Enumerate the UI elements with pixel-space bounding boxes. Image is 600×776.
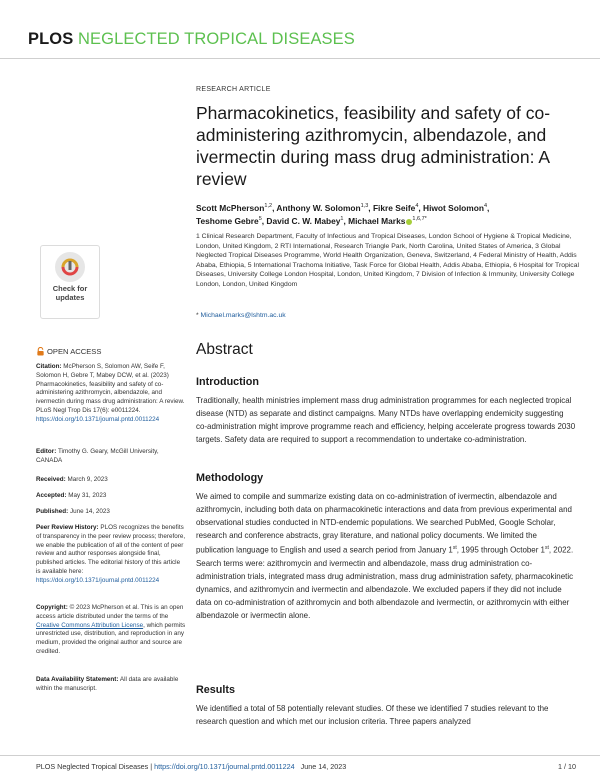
author[interactable]: Anthony W. Solomon (276, 202, 361, 213)
published-line (36, 508, 186, 517)
author-affil-ref: 1,2 (264, 203, 273, 209)
footer-date: June 14, 2023 (300, 762, 347, 771)
author[interactable]: Teshome Gebre (196, 216, 259, 227)
author[interactable]: Scott McPherson (196, 202, 265, 213)
copyright-text-end: , which permits unrestricted use, distribution, and reproduction in any medium, provided the original author and source are credited. (36, 621, 186, 655)
introduction-text: Traditionally, health ministries implement mass drug administration programmes for each neglected tropical disease (NTD) as separate and distinct campaigns. Many NTDs have overlapping endemicity suggesting co-administration might improve programme reach and efficiency, helping accelerate progress towards 2030 targets. Safety data are required to support a recommendation to undertake co-administration. (196, 396, 576, 445)
footer-separator: | (150, 762, 153, 771)
header-divider (0, 58, 600, 59)
article-title: Pharmacokinetics, feasibility and safety of co-administering azithromycin, albendazole, and ivermectin during mass drug administration: A review (196, 103, 551, 189)
badge-line-1: Check for (52, 284, 88, 293)
methodology-part-2: , 1995 through October 1 (456, 545, 545, 555)
editor-text: Timothy G. Geary, McGill University, CANADA (36, 448, 159, 464)
citation-block (36, 363, 186, 425)
page-number: 1 / 10 (558, 762, 576, 771)
methodology-part-3: , 2022. Search terms were: azithromycin and ivermectin and albendazole, mass drug administration co-administration trials, integrated mass drug administration, mass drug administration safety, pharmacokinetic dynamics, and azithromycin and ivermectin and albendazole. We excluded papers if they did not include data on co-administration of azithromycin and both albendazole and ivermectin, or azithromycin with either albendazole or ivermectin alone. (196, 545, 574, 621)
abstract-heading: Abstract (196, 341, 253, 358)
corresponding-email-link[interactable]: Michael.marks@lshtm.ac.uk (200, 312, 286, 319)
cc-license-link[interactable]: Creative Commons Attribution License (36, 621, 144, 629)
author-affil-ref: 5 (258, 216, 262, 223)
check-updates-label (41, 284, 99, 302)
received-line (36, 476, 186, 485)
editor-block (36, 448, 186, 466)
footer-journal: PLOS Neglected Tropical Diseases (36, 762, 149, 771)
open-access-text: OPEN ACCESS (47, 347, 102, 356)
corresponding-star: * (196, 312, 199, 319)
data-availability-block (36, 676, 186, 694)
editor-label: Editor: (36, 448, 57, 455)
accepted-date: May 31, 2023 (68, 492, 107, 499)
copyright-block (36, 604, 186, 657)
article-type: RESEARCH ARTICLE (196, 86, 271, 93)
author-list: Scott McPherson$^{1,2}$, Anthony W. Solomon$^{1,3}$, Fikre Seife$^4$, Hiwot Solomon$^4$, Teshome Gebre$^5$, David C. W. Mabey$^1$, Michael Marks $^{1,6,7*}$ (196, 202, 490, 227)
peer-review-text: PLOS recognizes the benefits of transparency in the peer review process; therefore, we enable the publication of all of the content of peer review and author responses alongside final, published articles. The editorial history of this article is available here: (36, 524, 186, 575)
peer-review-label: Peer Review History: (36, 524, 99, 531)
check-for-updates-badge[interactable] (40, 245, 100, 319)
peer-review-doi-link[interactable]: https://doi.org/10.1371/journal.pntd.0011224 (36, 576, 160, 584)
affiliations: 1 Clinical Research Department, Faculty of Infectious and Tropical Diseases, London School of Hygiene & Tropical Medicine, London, United Kingdom, 2 RTI International, Research Triangle Park, North Carolina, United States of America, 3 Global Neglected Tropical Diseases Programme, World Health Organization, Geneva, Switzerland, 4 Federal Ministry of Health, Addis Ababa, Ethiopia, 5 International Trachoma Initiative, Task Force for Global Health, Addis Ababa, Ethiopia, 6 Hospital for Tropical Diseases, University College London Hospital, London, United Kingdom, 7 Division of Infection & Immunity, University College London, London, United Kingdom (196, 233, 579, 288)
footer-citation (36, 762, 346, 771)
author[interactable]: Michael Marks (348, 216, 406, 227)
journal-name: NEGLECTED TROPICAL DISEASES (78, 30, 355, 48)
open-access-label (36, 347, 101, 356)
citation-text: McPherson S, Solomon AW, Seife F, Solomon H, Gebre T, Mabey DCW, et al. (2023) Pharmacokinetics, feasibility and safety of co-administering azithromycin, albendazole, and ivermectin during mass drug administration: A review. PLoS Negl Trop Dis 17(6): e0011224. (36, 363, 185, 414)
plos-logo-text: PLOS (28, 30, 74, 48)
ordinal-sup: st (544, 545, 549, 552)
published-label: Published: (36, 508, 69, 515)
results-heading: Results (196, 684, 236, 696)
author[interactable]: David C. W. Mabey (266, 216, 341, 227)
journal-header (28, 30, 355, 49)
citation-doi-link[interactable]: https://doi.org/10.1371/journal.pntd.0011224 (36, 415, 160, 423)
author-affil-ref: 4 (415, 203, 419, 209)
open-lock-icon (36, 347, 45, 356)
methodology-heading: Methodology (196, 472, 264, 484)
copyright-text: © 2023 McPherson et al. This is an open access article distributed under the terms of the (36, 604, 184, 620)
data-availability-text: All data are available within the manuscript. (36, 676, 179, 692)
author[interactable]: Fikre Seife (372, 202, 416, 213)
author-affil-ref: 1 (340, 216, 344, 223)
accepted-label: Accepted: (36, 492, 67, 499)
check-updates-icon (55, 252, 85, 282)
footer-divider (0, 755, 600, 756)
copyright-label: Copyright: (36, 604, 68, 611)
author-affil-ref: 4 (483, 203, 488, 209)
author[interactable]: Hiwot Solomon (423, 202, 484, 213)
methodology-text (196, 490, 576, 622)
accepted-line (36, 492, 186, 501)
corresponding-email-line (196, 312, 286, 319)
citation-label: Citation: (36, 363, 62, 370)
author-affil-ref: 1,6,7* (412, 216, 427, 223)
ordinal-sup: st (452, 545, 457, 552)
methodology-part-1: We aimed to compile and summarize existing data on co-administration of ivermectin, albendazole and azithromycin, including both data on pharmacokinetic interactions and data from previous experimental and observational studies conducted in NTD-endemic populations. We searched PubMed, Google Scholar, research and conference abstracts, gray literature, and national policy documents. We limited the publication language to English and used a search period from January 1 (196, 492, 572, 555)
author-affil-ref: 1,3 (360, 203, 369, 209)
data-availability-label: Data Availability Statement: (36, 676, 119, 683)
peer-review-block (36, 524, 186, 586)
badge-line-2: updates (55, 293, 85, 302)
published-date: June 14, 2023 (69, 508, 110, 515)
introduction-heading: Introduction (196, 376, 259, 388)
received-label: Received: (36, 476, 66, 483)
received-date: March 9, 2023 (67, 476, 108, 483)
results-text: We identified a total of 58 potentially relevant studies. Of these we identified 7 studies relevant to the research question and which met our inclusion criteria. Three papers analyzed (196, 704, 549, 727)
footer-doi-link[interactable]: https://doi.org/10.1371/journal.pntd.0011224 (154, 762, 295, 771)
